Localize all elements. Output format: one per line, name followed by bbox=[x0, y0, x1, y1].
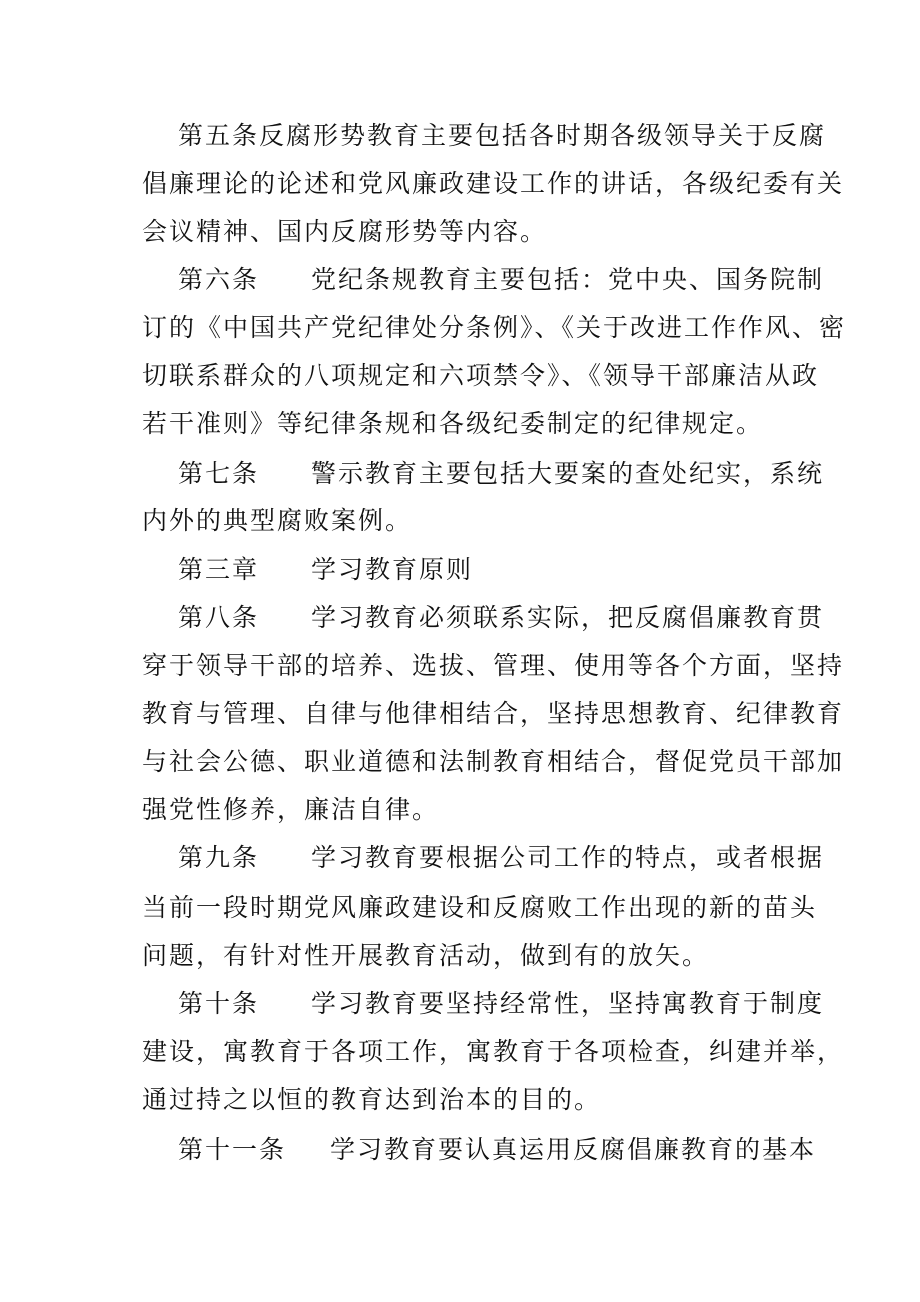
article-8-line-3: 教育与管理、自律与他律相结合，坚持思想教育、纪律教育 bbox=[142, 699, 845, 728]
chapter-3-title: 学习教育原则 bbox=[311, 555, 474, 584]
article-6-line-4: 若干准则》等纪律条规和各级纪委制定的纪律规定。 bbox=[142, 409, 764, 438]
article-9-line-2: 当前一段时期党风廉政建设和反腐败工作出现的新的苗头 bbox=[142, 893, 818, 922]
article-7-line-1 bbox=[178, 456, 824, 492]
article-5-line-2: 倡廉理论的论述和党风廉政建设工作的讲话，各级纪委有关 bbox=[142, 169, 845, 198]
article-6-first-text: 党纪条规教育主要包括：党中央、国务院制 bbox=[311, 265, 825, 294]
article-8-line-5: 强党性修养，廉洁自律。 bbox=[142, 795, 440, 824]
article-6-label: 第六条 bbox=[178, 265, 260, 294]
article-11-line-1 bbox=[178, 1132, 816, 1168]
article-9-first-text: 学习教育要根据公司工作的特点，或者根据 bbox=[311, 843, 825, 872]
article-9-line-1 bbox=[178, 840, 824, 876]
article-9-label: 第九条 bbox=[178, 843, 260, 872]
article-10-line-3: 通过持之以恒的教育达到治本的目的。 bbox=[142, 1085, 602, 1114]
article-6-line-1 bbox=[178, 262, 824, 298]
article-11-label: 第十一条 bbox=[178, 1135, 287, 1164]
article-9-line-3: 问题，有针对性开展教育活动，做到有的放矢。 bbox=[142, 941, 710, 970]
article-10-label: 第十条 bbox=[178, 989, 260, 1018]
article-8-line-2: 穿于领导干部的培养、选拔、管理、使用等各个方面，坚持 bbox=[142, 651, 845, 680]
article-5-line-1: 第五条反腐形势教育主要包括各时期各级领导关于反腐 bbox=[178, 121, 827, 150]
chapter-3-heading bbox=[178, 552, 473, 588]
chapter-3-label: 第三章 bbox=[178, 555, 260, 584]
article-8-line-1 bbox=[178, 600, 824, 636]
article-6-line-2: 订的《中国共产党纪律处分条例》、《关于改进工作作风、密 bbox=[142, 313, 847, 342]
article-7-line-2: 内外的典型腐败案例。 bbox=[142, 506, 413, 535]
article-8-line-4: 与社会公德、职业道德和法制教育相结合，督促党员干部加 bbox=[142, 747, 845, 776]
article-8-label: 第八条 bbox=[178, 603, 260, 632]
article-7-first-text: 警示教育主要包括大要案的查处纪实，系统 bbox=[311, 459, 825, 488]
article-10-line-2: 建设，寓教育于各项工作，寓教育于各项检查，纠建并举， bbox=[142, 1037, 845, 1066]
article-11-first-text: 学习教育要认真运用反腐倡廉教育的基本 bbox=[330, 1135, 817, 1164]
article-7-label: 第七条 bbox=[178, 459, 260, 488]
article-10-line-1 bbox=[178, 986, 824, 1022]
article-5-line-3: 会议精神、国内反腐形势等内容。 bbox=[142, 217, 548, 246]
article-10-first-text: 学习教育要坚持经常性，坚持寓教育于制度 bbox=[311, 989, 825, 1018]
article-8-first-text: 学习教育必须联系实际，把反腐倡廉教育贯 bbox=[311, 603, 825, 632]
article-6-line-3: 切联系群众的八项规定和六项禁令》、《领导干部廉洁从政 bbox=[142, 361, 820, 390]
